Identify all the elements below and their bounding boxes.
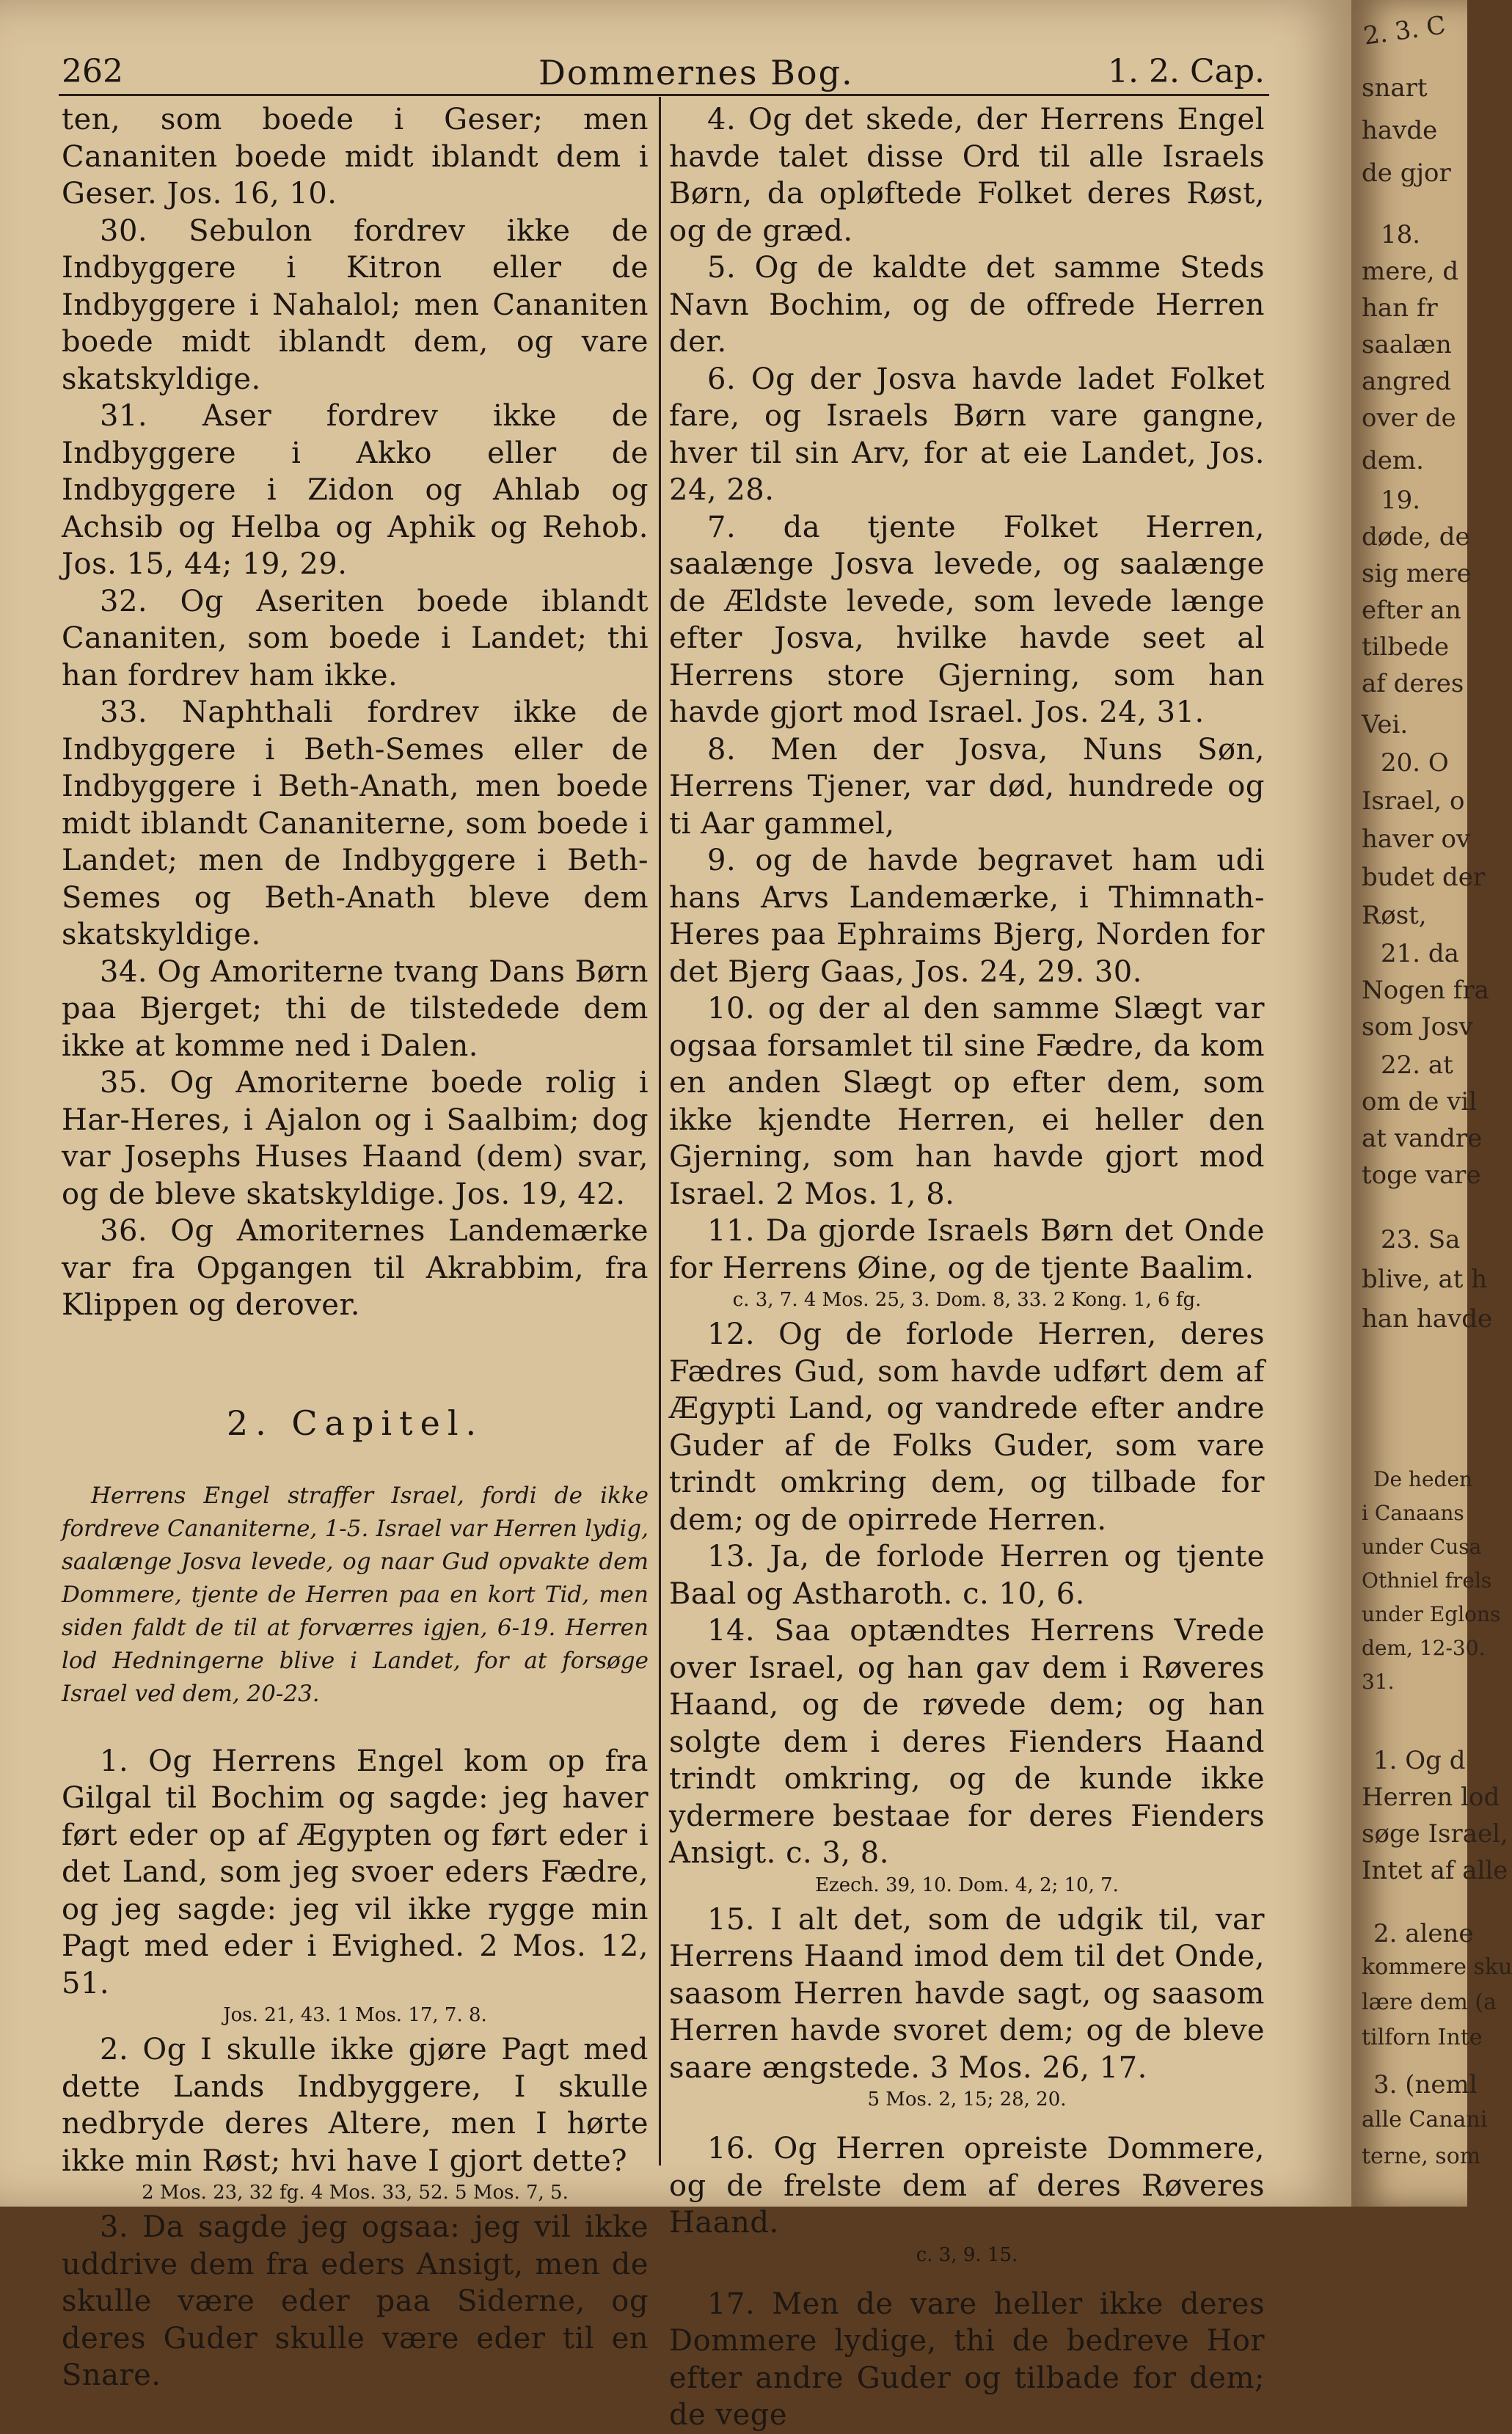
facing-page-line: over de	[1362, 403, 1456, 433]
verse-1: 1. Og Herrens Engel kom op fra Gilgal til Bochim og sagde: jeg haver ført eder op af Ægypten og ført eder i det Land, som jeg svoer eders Fædre, og jeg sagde: jeg vil ikke rygge min Pagt med eder i Evighed. 2 Mos. 12, 51.	[62, 1744, 649, 2000]
verse-13: 13. Ja, de forlode Herren og tjente Baal og Astharoth. c. 10, 6.	[669, 1540, 1265, 1611]
verse-31: 31. Aser fordrev ikke de Indbyggere i Akko eller de Indbyggere i Zidon og Ahlab og Achsib og Helba og Aphik og Rehob. Jos. 15, 44; 19, 29.	[62, 399, 649, 581]
verse-7: 7. da tjente Folket Herren, saalænge Josva levede, og saalænge de Ældste levede, som levede længe efter Josva, hvilke havde seet al Herrens store Gjerning, som han havde gjort mod Israel. Jos. 24, 31.	[669, 510, 1265, 729]
facing-page-line: alle Canani	[1362, 2107, 1488, 2133]
facing-page-line: dem, 12-30.	[1362, 1636, 1486, 1660]
chapter-indicator: 1. 2. Cap.	[1108, 53, 1265, 90]
facing-page-line: om de vil	[1362, 1087, 1478, 1117]
facing-page-line: haver ov	[1362, 825, 1471, 854]
verse-29-continued: ten, som boede i Geser; men Cananiten boede midt iblandt dem i Geser. Jos. 16, 10.	[62, 103, 649, 211]
verse-33: 33. Naphthali fordrev ikke de Indbyggere i Beth-Semes eller de Indbyggere i Beth-Anath, men boede midt iblandt Cananiterne, som boede i Landet; men de Indbyggere i Beth-Semes og Beth-Anath bleve dem skatskyldige.	[62, 695, 649, 951]
right-column	[669, 101, 1265, 2432]
facing-page-line: 19.	[1381, 486, 1421, 515]
facing-page-line: 3. (neml	[1373, 2070, 1478, 2099]
verse-4: 4. Og det skede, der Herrens Engel havde talet disse Ord til alle Israels Børn, da opløftede Folket deres Røst, og de græd.	[669, 103, 1265, 248]
cross-reference: c. 3, 7. 4 Mos. 25, 3. Dom. 8, 33. 2 Kong. 1, 6 fg.	[732, 1289, 1202, 1311]
facing-page-line: 2. alene	[1373, 1919, 1474, 1948]
facing-page-line: havde	[1362, 116, 1438, 145]
facing-page-line: terne, som	[1362, 2144, 1481, 2169]
header-rule	[59, 94, 1269, 96]
verse-2: 2. Og I skulle ikke gjøre Pagt med dette Lands Indbyggere, I skulle nedbryde deres Altere, men I hørte ikke min Røst; hvi have I gjort dette?	[62, 2033, 649, 2178]
facing-page-line: 1. Og d	[1373, 1746, 1466, 1775]
facing-page-line: sig mere	[1362, 559, 1472, 588]
facing-page-line: Intet af alle	[1362, 1856, 1508, 1885]
chapter-summary: Herrens Engel straffer Israel, fordi de ikke fordreve Cananiterne, 1-5. Israel var Herren lydig, saalænge Josva levede, og naar Gud opvakte dem Dommere, tjente de Herren paa en kort Tid, men siden faldt de til at forværres igjen, 6-19. Herren lod Hedningerne blive i Landet, for at forsøge Israel ved dem, 20-23.	[62, 1482, 649, 1707]
chapter-heading: 2. Capitel.	[226, 1403, 484, 1443]
facing-page-line: 18.	[1381, 220, 1421, 249]
facing-page-line: De heden	[1373, 1467, 1473, 1491]
facing-page-line: døde, de	[1362, 522, 1470, 552]
verse-36: 36. Og Amoriternes Landemærke var fra Opgangen til Akrabbim, fra Klippen og derover.	[62, 1214, 649, 1322]
facing-page-line: efter an	[1362, 596, 1461, 625]
facing-page-line: kommere sku	[1362, 1954, 1512, 1980]
facing-page-line: Othniel frels	[1362, 1568, 1492, 1593]
facing-page-line: Vei.	[1362, 710, 1409, 739]
facing-page-line: dem.	[1362, 446, 1424, 475]
verse-5: 5. Og de kaldte det samme Steds Navn Bochim, og de offrede Herren der.	[669, 251, 1265, 359]
verse-15: 15. I alt det, som de udgik til, var Herrens Haand imod dem til det Onde, saasom Herren havde sagt, og saasom Herren havde svoret dem; og de bleve saare ængstede. 3 Mos. 26, 17.	[669, 1902, 1265, 2085]
verse-32: 32. Og Aseriten boede iblandt Cananiten, som boede i Landet; thi han fordrev ham ikke.	[62, 584, 649, 692]
facing-page-line: saalæn	[1362, 330, 1452, 359]
facing-page-line: budet der	[1362, 863, 1486, 892]
facing-page-line: under Cusa	[1362, 1535, 1482, 1559]
facing-page-line: tilforn Inte	[1362, 2025, 1483, 2050]
verse-35: 35. Og Amoriterne boede rolig i Har-Heres, i Ajalon og i Saalbim; dog var Josephs Huses Haand (dem) svar, og de bleve skatskyldige. Jos. 19, 42.	[62, 1066, 649, 1211]
facing-page-line: 20. O	[1381, 748, 1449, 778]
facing-page-line: 23. Sa	[1381, 1225, 1461, 1254]
verse-3: 3. Da sagde jeg ogsaa: jeg vil ikke uddrive dem fra eders Ansigt, men de skulle være eder paa Siderne, og deres Guder skulle være eder til en Snare.	[62, 2210, 649, 2392]
verse-16: 16. Og Herren opreiste Dommere, og de frelste dem af deres Røveres Haand.	[669, 2132, 1265, 2240]
facing-page-line: søge Israel,	[1362, 1819, 1508, 1849]
facing-page-line: 22. at	[1381, 1050, 1453, 1080]
cross-reference: 2 Mos. 23, 32 fg. 4 Mos. 33, 52. 5 Mos. 7, 5.	[142, 2182, 569, 2204]
book-title: Dommernes Bog.	[538, 53, 854, 92]
facing-page-line: lære dem (a	[1362, 1989, 1497, 2015]
facing-page-line: mere, d	[1362, 257, 1459, 286]
facing-page-line: snart	[1362, 73, 1428, 103]
verse-34: 34. Og Amoriterne tvang Dans Børn paa Bjerget; thi de tilstedede dem ikke at komme ned i Dalen.	[62, 954, 649, 1063]
facing-page-line: toge vare	[1362, 1161, 1481, 1190]
cross-reference: Ezech. 39, 10. Dom. 4, 2; 10, 7.	[815, 1874, 1119, 1896]
facing-page-edge	[1351, 0, 1512, 2207]
verse-30: 30. Sebulon fordrev ikke de Indbyggere i Kitron eller de Indbyggere i Nahalol; men Cananiten boede midt iblandt dem, og vare skatskyldige.	[62, 213, 649, 396]
facing-page-line: han fr	[1362, 293, 1438, 323]
verse-10: 10. og der al den samme Slægt var ogsaa forsamlet til sine Fædre, da kom en anden Slægt op efter dem, som ikke kjendte Herren, ei heller den Gjerning, som han havde gjort mod Israel. 2 Mos. 1, 8.	[669, 992, 1265, 1211]
facing-page-line: af deres	[1362, 669, 1464, 698]
cross-reference: c. 3, 9. 15.	[916, 2243, 1018, 2266]
cross-reference: 5 Mos. 2, 15; 28, 20.	[867, 2088, 1067, 2110]
facing-page-line: 2. 3. C	[1362, 10, 1447, 51]
facing-page-line: i Canaans	[1362, 1501, 1464, 1525]
verse-17: 17. Men de vare heller ikke deres Dommere lydige, thi de bedreve Hor efter andre Guder og tilbade for dem; de vege	[669, 2287, 1265, 2432]
facing-page-line: blive, at h	[1362, 1265, 1488, 1294]
cross-reference: Jos. 21, 43. 1 Mos. 17, 7. 8.	[223, 2004, 487, 2026]
facing-page-line: at vandre	[1362, 1124, 1483, 1153]
facing-page-line: Nogen fra	[1362, 976, 1489, 1005]
facing-page-line: tilbede	[1362, 632, 1450, 662]
left-column	[62, 101, 649, 2392]
verse-14: 14. Saa optændtes Herrens Vrede over Israel, og han gav dem i Røveres Haand, og de røvede dem; og han solgte dem i deres Fienders Haand trindt omkring, og de kunde ikke ydermere bestaae for deres Fienders Ansigt. c. 3, 8.	[669, 1614, 1265, 1870]
facing-page-line: Israel, o	[1362, 786, 1465, 816]
facing-page-line: Røst,	[1362, 901, 1427, 930]
facing-page-line: Herren lod	[1362, 1783, 1500, 1812]
facing-page-line: som Josv	[1362, 1012, 1473, 1042]
facing-page-line: under Eglons	[1362, 1602, 1501, 1626]
page-number: 262	[62, 53, 123, 90]
verse-8: 8. Men der Josva, Nuns Søn, Herrens Tjener, var død, hundrede og ti Aar gammel,	[669, 732, 1265, 841]
verse-6: 6. Og der Josva havde ladet Folket fare, og Israels Børn vare gangne, hver til sin Arv, for at eie Landet, Jos. 24, 28.	[669, 362, 1265, 507]
running-header	[62, 53, 1265, 97]
verse-11: 11. Da gjorde Israels Børn det Onde for Herrens Øine, og de tjente Baalim.	[669, 1214, 1265, 1285]
facing-page-line: de gjor	[1362, 158, 1451, 188]
verse-12: 12. Og de forlode Herren, deres Fædres Gud, som havde udført dem af Ægypti Land, og vandrede efter andre Guder af de Folks Guder, som vare trindt omkring dem, og tilbade for dem; og de opirrede Herren.	[669, 1317, 1265, 1537]
facing-page-line: 31.	[1362, 1670, 1395, 1694]
facing-page-line: angred	[1362, 367, 1452, 396]
verse-9: 9. og de havde begravet ham udi hans Arvs Landemærke, i Thimnath-Heres paa Ephraims Bjerg, Norden for det Bjerg Gaas, Jos. 24, 29. 30.	[669, 844, 1265, 989]
column-divider	[659, 97, 661, 2166]
facing-page-line: 21. da	[1381, 939, 1459, 968]
facing-page-line: han havde	[1362, 1304, 1493, 1334]
